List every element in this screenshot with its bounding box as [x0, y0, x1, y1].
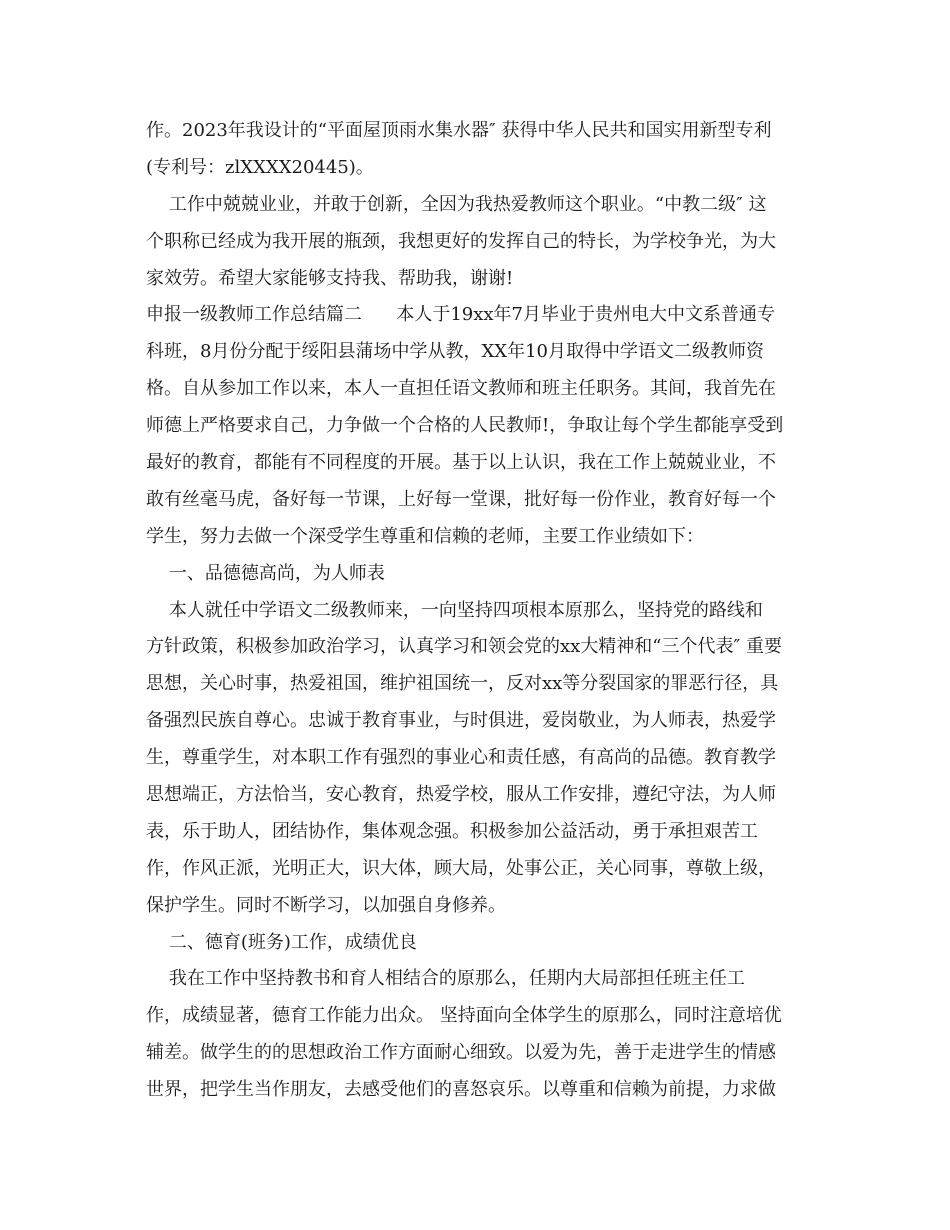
text-line: (专利号：zlXXXX20445)。: [146, 156, 374, 178]
text-line: 家效劳。希望大家能够支持我、帮助我，谢谢!: [146, 267, 514, 289]
text-line: 表，乐于助人，团结协作，集体观念强。积极参加公益活动，勇于承担艰苦工: [146, 820, 758, 842]
text-line: 最好的教育，都能有不同程度的开展。基于以上认识，我在工作上兢兢业业，不: [146, 452, 776, 474]
text-line: 思想端正，方法恰当，安心教育，热爱学校，服从工作安排，遵纪守法，为人师: [146, 784, 776, 806]
text-line: 作，成绩显著，德育工作能力出众。 坚持面向全体学生的原那么，同时注意培优: [146, 1005, 782, 1027]
text-line: 科班，8月份分配于绥阳县蒲场中学从教，XX年10月取得中学语文二级教师资: [146, 341, 764, 363]
text-line: 个职称已经成为我开展的瓶颈，我想更好的发挥自己的特长，为学校争光，为大: [146, 230, 776, 252]
document-body: [146, 113, 812, 1109]
text-line: 敢有丝毫马虎，备好每一节课，上好每一堂课，批好每一份作业，教育好每一个: [146, 488, 776, 510]
text-line: 生，尊重学生，对本职工作有强烈的事业心和责任感，有高尚的品德。教育教学: [146, 747, 776, 769]
text-line: 辅差。做学生的的思想政治工作方面耐心细致。以爱为先，善于走进学生的情感: [146, 1042, 776, 1064]
text-line: 备强烈民族自尊心。忠诚于教育事业，与时俱进，爱岗敬业，为人师表，热爱学: [146, 710, 776, 732]
text-line: 世界，把学生当作朋友，去感受他们的喜怒哀乐。以尊重和信赖为前提，力求做: [146, 1079, 776, 1101]
text-line: 工作中兢兢业业，并敢于创新，全因为我热爱教师这个职业。“中教二级″ 这: [146, 193, 767, 215]
text-line: 本人就任中学语文二级教师来，一向坚持四项根本原那么，坚持党的路线和: [146, 599, 763, 621]
text-line: 思想，关心时事，热爱祖国，维护祖国统一，反对xx等分裂国家的罪恶行径，具: [146, 673, 779, 695]
text-line: 我在工作中坚持教书和育人相结合的原那么，任期内大局部担任班主任工: [146, 968, 745, 990]
text-line: 作，作风正派，光明正大，识大体，顾大局，处事公正，关心同事，尊敬上级，: [146, 857, 776, 879]
text-line: 学生，努力去做一个深受学生尊重和信赖的老师，主要工作业绩如下：: [146, 525, 704, 547]
text-line: 申报一级教师工作总结篇二 本人于19xx年7月毕业于贵州电大中文系普通专: [146, 304, 775, 326]
text-line: 作。2023年我设计的“平面屋顶雨水集水器″ 获得中华人民共和国实用新型专利: [146, 120, 772, 141]
text-line: 格。自从参加工作以来，本人一直担任语文教师和班主任职务。其间，我首先在: [146, 378, 776, 400]
section-heading: 二、德育(班务)工作，成绩优良: [146, 931, 417, 953]
text-line: 师德上严格要求自己，力争做一个合格的人民教师!，争取让每个学生都能享受到: [146, 415, 784, 437]
text-line: 保护学生。同时不断学习，以加强自身修养。: [146, 894, 506, 916]
text-line: 方针政策，积极参加政治学习，认真学习和领会党的xx大精神和“三个代表″ 重要: [146, 636, 782, 658]
section-heading: 一、品德德高尚，为人师表: [146, 562, 385, 584]
